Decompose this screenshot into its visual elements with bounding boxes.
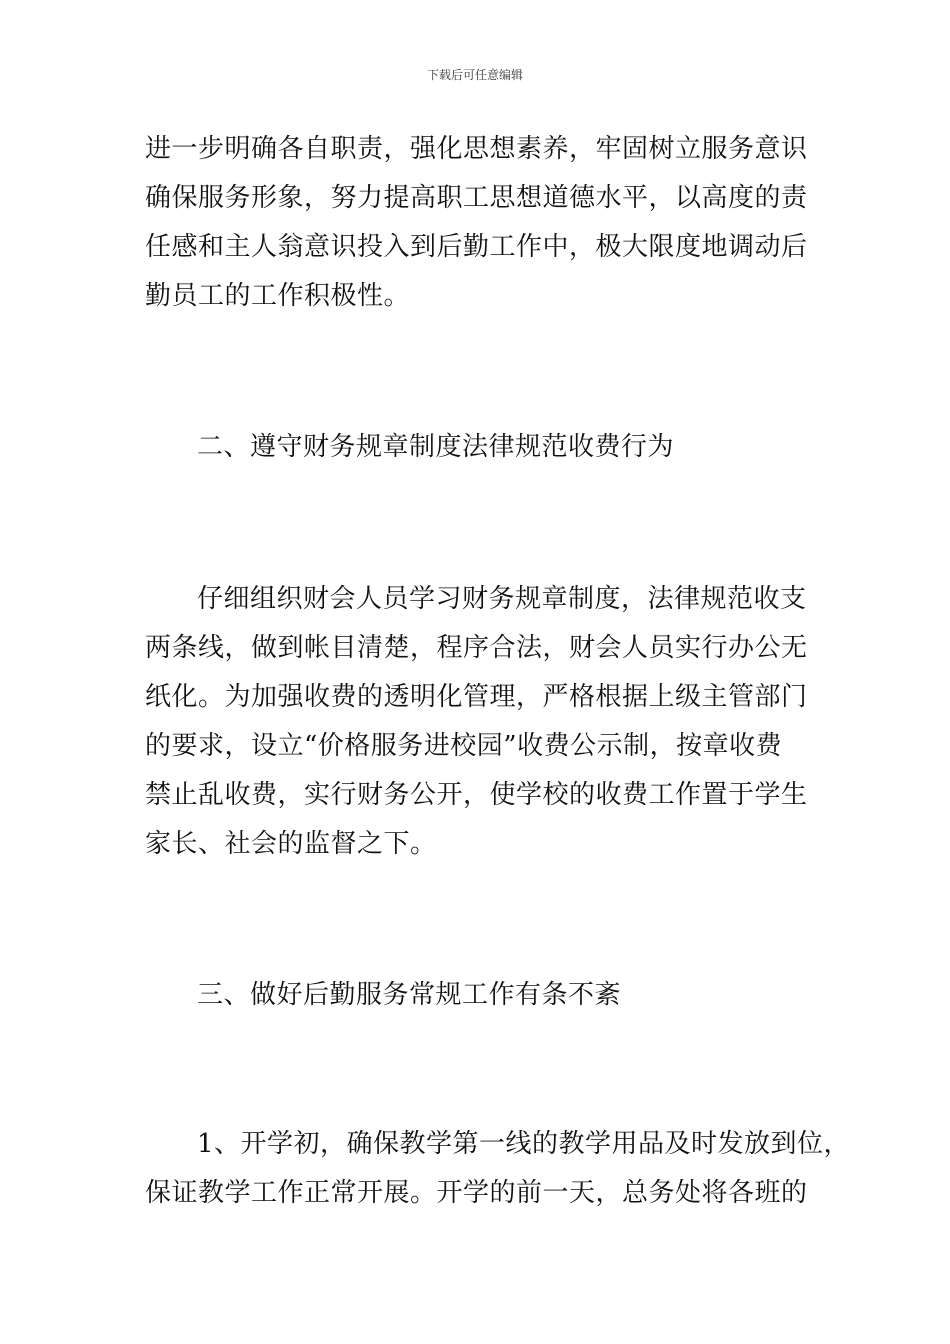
heading-text: 二、遵守财务规章制度法律规范收费行为 (197, 432, 675, 462)
paragraph-line: 保证教学工作正常开展。开学的前一天，总务处将各班的 (145, 1178, 808, 1208)
paragraph-line: 纸化。为加强收费的透明化管理，严格根据上级主管部门 (145, 682, 808, 712)
section-heading-finance (145, 423, 825, 472)
paragraph-finance-rules (145, 575, 825, 869)
paragraph-line: 家长、社会的监督之下。 (145, 829, 437, 859)
paragraph-line: 确保服务形象，努力提高职工思想道德水平，以高度的责 (145, 183, 808, 213)
paragraph-duty-awareness (145, 125, 825, 321)
section-heading-logistics (145, 971, 825, 1020)
paragraph-line: 仔细组织财会人员学习财务规章制度，法律规范收支 (197, 584, 807, 614)
page-header: 下载后可任意编辑 (426, 68, 523, 82)
heading-text: 三、做好后勤服务常规工作有条不紊 (197, 980, 622, 1010)
paragraph-line: 1、开学初，确保教学第一线的教学用品及时发放到位， (197, 1129, 851, 1159)
paragraph-line: 任感和主人翁意识投入到后勤工作中，极大限度地调动后 (145, 232, 808, 262)
paragraph-line: 禁止乱收费，实行财务公开，使学校的收费工作置于学生 (145, 780, 808, 810)
paragraph-line: 进一步明确各自职责，强化思想素养，牢固树立服务意识 (145, 134, 808, 164)
paragraph-line: 两条线，做到帐目清楚，程序合法，财会人员实行办公无 (145, 633, 808, 663)
paragraph-line: 的要求，设立“价格服务进校园”收费公示制，按章收费 (145, 731, 783, 761)
paragraph-semester-start (145, 1120, 851, 1218)
paragraph-line: 勤员工的工作积极性。 (145, 281, 411, 311)
